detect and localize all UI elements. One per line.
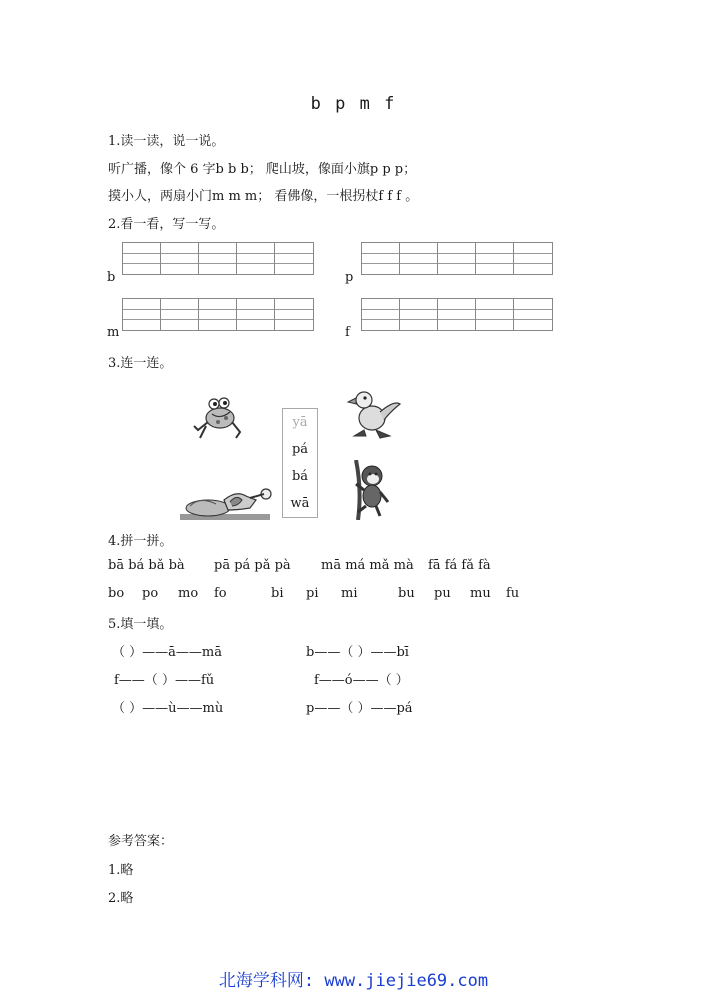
q4-pi: pi	[306, 586, 319, 601]
q5-heading: 5.填一填。	[108, 617, 173, 632]
pinyin-ba[interactable]: bá	[291, 469, 309, 484]
footer-watermark: 北海学科网: www.jiejie69.com	[218, 971, 489, 991]
answer-item-1: 1.略	[108, 863, 134, 878]
writing-grid-f[interactable]	[361, 298, 553, 331]
q5-right-2[interactable]: f——ó——（ ）	[314, 673, 409, 688]
q1-line-2: 摸小人，两扇小门m m m； 看佛像，一根拐杖f f f 。	[108, 189, 419, 204]
monkey-climbing-icon[interactable]	[348, 460, 394, 520]
q4-heading: 4.拼一拼。	[108, 534, 173, 549]
q1-line-1: 听广播，像个 6 字b b b； 爬山坡，像面小旗p p p；	[108, 162, 417, 177]
q1-heading: 1.读一读，说一说。	[108, 134, 225, 149]
q4-mo: mo	[178, 586, 199, 601]
writing-grid-p[interactable]	[361, 242, 553, 275]
q4-syllables-m: mā má mǎ mà	[321, 558, 414, 573]
frog-icon[interactable]	[192, 392, 244, 444]
q4-fo: fo	[214, 586, 227, 601]
q4-mu: mu	[470, 586, 491, 601]
q5-left-3[interactable]: （ ）——ù——mù	[112, 701, 224, 716]
person-pulling-icon[interactable]	[180, 480, 272, 522]
grid-label-m: m	[107, 325, 120, 340]
q4-po: po	[142, 586, 159, 601]
q5-left-2[interactable]: f——（ ）——fǔ	[114, 673, 215, 688]
pinyin-pa[interactable]: pá	[291, 442, 309, 457]
duck-icon[interactable]	[346, 388, 402, 442]
q4-fu: fu	[506, 586, 520, 601]
q4-bu: bu	[398, 586, 415, 601]
q5-right-3[interactable]: p——（ ）——pá	[306, 701, 413, 716]
pinyin-wa[interactable]: wā	[290, 496, 310, 511]
answers-heading: 参考答案：	[108, 834, 174, 849]
q4-syllables-p: pā pá pǎ pà	[214, 558, 291, 573]
writing-grid-m[interactable]	[122, 298, 314, 331]
page-title: b p m f	[310, 94, 397, 114]
q4-bi: bi	[271, 586, 284, 601]
writing-grid-b[interactable]	[122, 242, 314, 275]
grid-label-b: b	[107, 270, 116, 285]
q5-left-1[interactable]: （ ）——ā——mā	[112, 645, 222, 660]
q4-pu: pu	[434, 586, 451, 601]
q4-bo: bo	[108, 586, 125, 601]
grid-label-p: p	[345, 270, 354, 285]
q5-right-1[interactable]: b——（ ）——bī	[306, 645, 409, 660]
pinyin-ya[interactable]: yā	[292, 415, 308, 430]
q4-mi: mi	[341, 586, 358, 601]
q2-heading: 2.看一看，写一写。	[108, 217, 225, 232]
pinyin-box	[282, 408, 318, 518]
answer-item-2: 2.略	[108, 891, 134, 906]
q3-heading: 3.连一连。	[108, 356, 173, 371]
q4-syllables-f: fā fá fǎ fà	[428, 558, 491, 573]
q4-syllables-b: bā bá bǎ bà	[108, 558, 185, 573]
grid-label-f: f	[345, 325, 350, 340]
